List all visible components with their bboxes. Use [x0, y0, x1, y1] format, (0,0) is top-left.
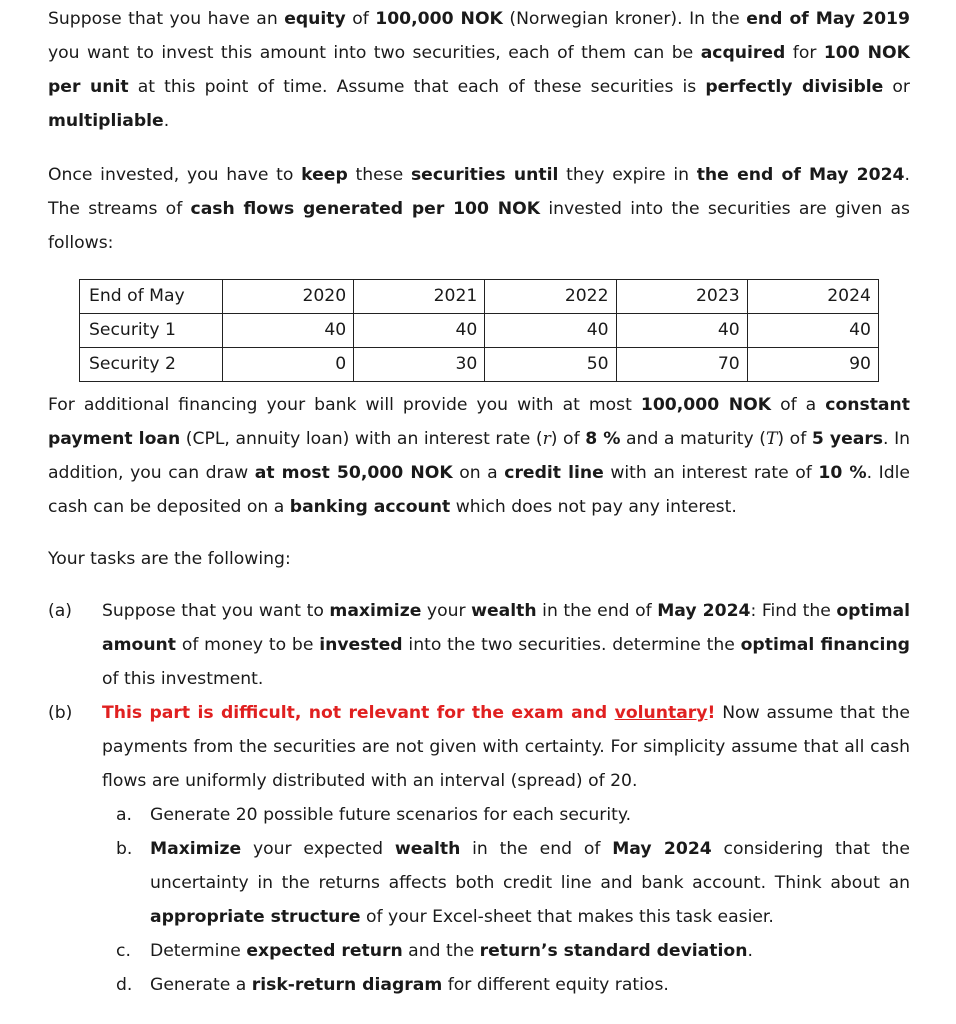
bold-text: acquired: [700, 43, 786, 63]
text: at this point of time. Assume that each of these securities is: [128, 77, 706, 97]
text: of a: [771, 395, 826, 415]
bold-text: Maximize: [150, 839, 242, 859]
bold-text: banking account: [289, 497, 451, 517]
tasks-heading: Your tasks are the following:: [48, 549, 291, 569]
bold-text: return’s standard deviation: [479, 941, 748, 961]
text: invested into the securities are given as follows:: [48, 199, 911, 253]
warning-text: This part is difficult, not relevant for the exam and: [102, 703, 615, 723]
text: which does not pay any interest.: [450, 497, 737, 517]
text: for: [785, 43, 824, 63]
text: For additional financing your bank will provide you with at most: [48, 395, 641, 415]
warning-text: !: [707, 703, 716, 723]
table-cell: Security 1: [80, 314, 223, 348]
bold-text: 100,000 NOK: [375, 9, 503, 29]
text: in the end of: [536, 601, 658, 621]
table-cell: 50: [485, 348, 616, 382]
text: into the two securities. determine the: [402, 635, 741, 655]
financing-section: [48, 388, 910, 576]
text: they expire in: [558, 165, 697, 185]
text: on a: [452, 463, 505, 483]
table-cell: End of May: [80, 280, 223, 314]
bold-text: wealth: [394, 839, 461, 859]
bold-text: 5 years: [811, 429, 884, 449]
warning-underlined-text: voluntary: [614, 703, 708, 723]
table-cell: 90: [747, 348, 878, 382]
bold-text: cash flows generated per 100 NOK: [190, 199, 541, 219]
table-cell: 40: [747, 314, 878, 348]
subtask-b: [102, 832, 910, 934]
text: Generate a: [150, 975, 252, 995]
task-label: (b): [48, 703, 73, 723]
text: you want to invest this amount into two securities, each of them can be: [48, 43, 701, 63]
table-cell: 40: [354, 314, 485, 348]
bold-text: 100 NOK per unit: [48, 43, 910, 97]
bold-text: perfectly divisible: [705, 77, 884, 97]
task-a: [48, 594, 910, 696]
text: . In addition, you can draw: [48, 429, 911, 483]
text: of your Excel-sheet that makes this task easier.: [360, 907, 774, 927]
text: and the: [402, 941, 480, 961]
subtask-text: [150, 968, 910, 1002]
table-cell: 30: [354, 348, 485, 382]
bold-text: maximize: [329, 601, 422, 621]
bold-text: keep: [301, 165, 348, 185]
table-cell: 70: [616, 348, 747, 382]
table-cell: 0: [223, 348, 354, 382]
bold-text: risk-return diagram: [251, 975, 443, 995]
subtask-label: d.: [116, 975, 133, 995]
intro-paragraph-2: [48, 158, 910, 260]
subtask-c: [102, 934, 910, 968]
text: of this investment.: [102, 669, 264, 689]
text: Suppose that you have an: [48, 9, 285, 29]
text: for different equity ratios.: [442, 975, 669, 995]
table-cell: 40: [223, 314, 354, 348]
subtask-a: [102, 798, 910, 832]
subtask-label: b.: [116, 839, 133, 859]
table-cell: 2023: [616, 280, 747, 314]
cash-flow-table: [79, 279, 879, 382]
text: ) of: [550, 429, 586, 449]
bold-text: May 2024: [657, 601, 751, 621]
table-cell: Security 2: [80, 348, 223, 382]
bold-text: credit line: [504, 463, 604, 483]
text: your: [421, 601, 472, 621]
text: . Idle cash can be deposited on a: [48, 463, 910, 517]
bold-text: multipliable: [48, 111, 164, 131]
math-symbol: T: [765, 429, 778, 449]
text: in the end of: [460, 839, 613, 859]
task-list: [48, 594, 910, 1002]
bold-text: expected return: [246, 941, 403, 961]
text: Determine: [150, 941, 247, 961]
text: .: [163, 111, 170, 131]
table-cell: 2024: [747, 280, 878, 314]
bold-text: the end of May 2024: [696, 165, 905, 185]
document-body: [48, 2, 910, 260]
text: Now assume that the payments from the securities are not given with certainty. For simplicity assume that all cash flows are uniformly distributed with an interval (spread) of 20.: [102, 703, 911, 791]
bold-text: 8 %: [585, 429, 621, 449]
bold-text: at most 50,000 NOK: [254, 463, 453, 483]
text: (Norwegian kroner). In the: [502, 9, 747, 29]
math-symbol: r: [542, 429, 551, 449]
text: your expected: [241, 839, 395, 859]
subtask-text: [150, 832, 910, 934]
table-cell: 2021: [354, 280, 485, 314]
bold-text: 100,000 NOK: [640, 395, 772, 415]
financing-paragraph: [48, 388, 910, 524]
subtask-label: c.: [116, 941, 131, 961]
table-cell: 2022: [485, 280, 616, 314]
bold-text: 10 %: [818, 463, 867, 483]
text: (CPL, annuity loan) with an interest rate (: [180, 429, 543, 449]
bold-text: May 2024: [612, 839, 712, 859]
text: considering that the uncertainty in the returns affects both credit line and bank account. Think about an: [150, 839, 911, 893]
bold-text: invested: [319, 635, 403, 655]
subtask-text: [150, 934, 910, 968]
text: these: [347, 165, 411, 185]
table-row: [80, 348, 879, 382]
subtask-label: a.: [116, 805, 132, 825]
task-a-text: [102, 594, 910, 696]
text: Generate 20 possible future scenarios for each security.: [150, 805, 632, 825]
table-header-row: [80, 280, 879, 314]
bold-text: constant payment loan: [48, 395, 910, 449]
bold-text: wealth: [471, 601, 537, 621]
text: : Find the: [750, 601, 837, 621]
text: and a maturity (: [620, 429, 766, 449]
text: or: [883, 77, 910, 97]
bold-text: optimal financing: [740, 635, 910, 655]
table-cell: 40: [616, 314, 747, 348]
text: Once invested, you have to: [48, 165, 302, 185]
task-b-text: [102, 696, 910, 798]
text: of: [345, 9, 376, 29]
table-cell: 40: [485, 314, 616, 348]
text: .: [747, 941, 753, 961]
text: ) of: [777, 429, 812, 449]
bold-text: securities until: [410, 165, 559, 185]
table-cell: 2020: [223, 280, 354, 314]
bold-text: end of May 2019: [746, 9, 910, 29]
task-b: [48, 696, 910, 1002]
table-row: [80, 314, 879, 348]
text: . The streams of: [48, 165, 910, 219]
task-label: (a): [48, 601, 72, 621]
text: Suppose that you want to: [102, 601, 330, 621]
subtask-d: [102, 968, 910, 1002]
intro-paragraph-1: [48, 2, 910, 138]
subtask-text: [150, 798, 910, 832]
bold-text: optimal amount: [102, 601, 910, 655]
bold-text: appropriate structure: [150, 907, 361, 927]
bold-text: equity: [284, 9, 346, 29]
text: of money to be: [176, 635, 320, 655]
text: with an interest rate of: [603, 463, 819, 483]
